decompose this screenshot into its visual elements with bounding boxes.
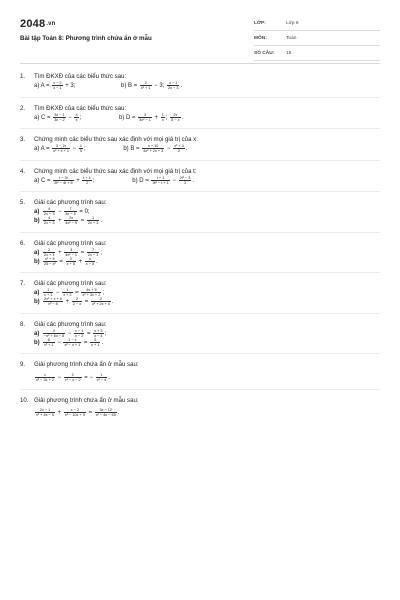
meta-value: Toán xyxy=(286,35,297,41)
fraction: $\frac{1}{\text{x² − 4}}$ xyxy=(96,373,107,382)
part-label: a) xyxy=(34,290,40,297)
question-item xyxy=(20,360,380,382)
divider xyxy=(20,191,380,192)
fraction: $\frac{x - 1}{x - 2}$ xyxy=(75,328,84,338)
question-item xyxy=(20,135,380,153)
part-label: a) C = xyxy=(34,114,53,121)
fraction: $\frac{2x}{\text{4x² − 9}}$ xyxy=(65,216,78,225)
fraction: $\frac{3 - 7x}{\text{x² + x + 1}}$ xyxy=(53,144,70,153)
fraction: $\frac{3}{x + 5}$ xyxy=(66,256,75,266)
formula-line: a) C = $\frac{t - 3t}{\text{2t² − 4t + 5}}$ + $\frac{t + 1}{2}$ ; b) D = $\frac{t + 1}{\text{3t² − t + 1}}$ − $\frac{\text{2t² − 3}}{3}$ . xyxy=(34,175,195,185)
logo-main: 2048 xyxy=(20,18,46,30)
part-label: a) xyxy=(34,209,40,216)
fraction: $\frac{4}{2x - 3}$ xyxy=(44,207,55,216)
fraction: $\frac{4}{x}$ xyxy=(75,112,78,122)
document-title: Bài tập Toán 8: Phương trình chứa ẩn ở mẫu xyxy=(20,35,152,42)
formula-line: a) A = $\frac{x - 2}{x - 1}$ + 3; b) B = $\frac{2}{\text{x² + 1}}$ − 3; $\frac{x - 1}{2x - 3}$ . xyxy=(34,81,183,90)
meta-label: MÔN: xyxy=(254,35,267,41)
divider xyxy=(20,389,380,390)
question-number: 10. xyxy=(20,396,29,404)
question-number: 3. xyxy=(20,136,26,143)
fraction: $\frac{x + 3}{x - 4}$ xyxy=(94,328,103,338)
question-number: 7. xyxy=(20,280,26,287)
fraction: $\frac{6}{\text{x³ + 1}}$ xyxy=(44,337,54,347)
question-list xyxy=(20,72,380,600)
formula-line: $\frac{1}{\text{x² − 3x + 2}}$ − $\frac{2}{\text{x² − x − 2}}$ = − $\frac{1}{\text{x² − 4}}$ . xyxy=(36,373,110,382)
meta-value: 15 xyxy=(286,50,292,56)
formula-line: a) $\frac{2}{\text{−x² + 6x − 8}}$ − $\frac{x - 1}{x - 2}$ = $\frac{x + 3}{x - 4}$ ; xyxy=(34,328,107,338)
fraction: $\frac{x - 1}{2x - 3}$ xyxy=(168,81,179,90)
logo-suffix: .vn xyxy=(46,21,56,28)
fraction: $\frac{\text{2t² − 3}}{3}$ xyxy=(179,175,191,185)
question-item xyxy=(20,104,380,122)
part-label: a) xyxy=(34,249,40,256)
question-item xyxy=(20,167,380,185)
formula-line: a) $\frac{1}{x + 1}$ − $\frac{1}{x + 2}$ = $\frac{4x + 5}{\text{x² + 3x + 2}}$ ; xyxy=(34,288,104,297)
formula-line: a) $\frac{4}{2x - 3}$ − $\frac{7}{3x - 5}$ = 0; xyxy=(34,207,90,216)
formula-line: a) $\frac{2}{2x + 1}$ + $\frac{3}{\text{4x² − 1}}$ = $\frac{7}{2x - 1}$ ; xyxy=(34,247,102,257)
fraction: $\frac{2}{\text{x² + 2x + 4}}$ xyxy=(91,297,110,306)
question-text: Chứng minh các biểu thức sau xác định với mọi giá trị của t: xyxy=(34,167,197,175)
meta-value: Lớp 8 xyxy=(286,20,299,26)
part-label: a) xyxy=(34,330,40,337)
formula-line: a) A = $\frac{3 - 7x}{\text{x² + x + 1}}$ − $\frac{1}{5}$ ; b) B = $\frac{x + 10}{\text{4x² + 2x + 3}}$ − $\frac{\text{x² + 4}}{2}$ . xyxy=(34,144,188,153)
fraction: $\frac{t + 1}{2}$ xyxy=(83,175,91,185)
question-number: 9. xyxy=(20,361,26,368)
formula-line: $\frac{2x - 1}{\text{x² + 4x − 5}}$ + $\frac{x - 2}{\text{x² − 10x + 9}}$ = $\frac{3x - 12}{\text{x² − 4x − 45}}$ . xyxy=(36,407,120,417)
fraction: $\frac{\text{2x² + x + 6}}{\text{x³ − 8}}$ xyxy=(44,297,62,306)
fraction: $\frac{2x}{5 - x}$ xyxy=(171,112,180,122)
meta-label: SỐ CÂU: xyxy=(254,50,275,56)
part-label: b) B = xyxy=(123,146,142,153)
fraction: $\frac{3}{\text{4x² − 1}}$ xyxy=(65,247,78,257)
question-number: 1. xyxy=(20,73,26,80)
question-text: Giải các phương trình sau: xyxy=(34,239,107,247)
formula-line: a) C = $\frac{3x - 1}{3x - 2}$ − $\frac{4}{x}$ ; b) D = $\frac{3}{\text{3x² − 1}}$ + $\frac{1}{x}$ ; $\frac{2x}{5 - x}$ . xyxy=(34,112,184,122)
fraction: $\frac{1}{5}$ xyxy=(79,144,82,153)
fraction: $\frac{\text{x² + 4}}{2}$ xyxy=(174,144,184,153)
fraction: $\frac{1}{\text{x² − 3x + 2}}$ xyxy=(36,373,54,382)
question-item xyxy=(20,279,380,306)
question-number: 2. xyxy=(20,104,26,112)
part-label: b) B = xyxy=(121,83,139,90)
part-label: b) xyxy=(34,258,40,265)
formula-line: b) $\frac{\text{x² + 5}}{\text{25 − x²}}$ = $\frac{3}{x + 5}$ + $\frac{x}{x - 5}$ . xyxy=(34,256,98,266)
part-label: b) D = xyxy=(118,114,138,121)
question-item xyxy=(20,239,380,266)
question-number: 5. xyxy=(20,199,26,206)
meta-row-class xyxy=(254,16,380,31)
fraction: $\frac{7}{2x - 1}$ xyxy=(87,247,99,257)
meta-row-count xyxy=(254,46,380,61)
fraction: $\frac{x}{x - 5}$ xyxy=(85,256,95,266)
formula-line: b) $\frac{6}{\text{x³ + 1}}$ − $\frac{1 - x}{\text{x² − x + 1}}$ = $\frac{5}{x + 1}$ . xyxy=(34,337,104,347)
fraction: $\frac{7}{3x - 5}$ xyxy=(65,207,76,216)
divider xyxy=(20,353,380,354)
question-number: 8. xyxy=(20,320,26,328)
question-number: 4. xyxy=(20,167,26,175)
part-label: a) C = xyxy=(34,177,53,184)
header-divider xyxy=(20,63,380,64)
fraction: $\frac{2}{\text{−x² + 6x − 8}}$ xyxy=(44,328,65,338)
fraction: $\frac{3}{\text{3x² − 1}}$ xyxy=(139,112,151,122)
question-item xyxy=(20,396,380,417)
divider xyxy=(20,272,380,273)
fraction: $\frac{1 - x}{\text{x² − x + 1}}$ xyxy=(64,337,81,347)
meta-row-subject xyxy=(254,31,380,46)
fraction: $\frac{x - 2}{\text{x² − 10x + 9}}$ xyxy=(64,407,85,417)
fraction: $\frac{3x - 12}{\text{x² − 4x − 45}}$ xyxy=(95,407,116,417)
fraction: $\frac{\text{x² + 5}}{\text{25 − x²}}$ xyxy=(44,256,56,266)
fraction: $\frac{4}{2x - 3}$ xyxy=(44,216,55,225)
part-label: b) xyxy=(34,218,40,225)
part-label: b) xyxy=(34,339,40,346)
fraction: $\frac{1}{x}$ xyxy=(161,112,164,122)
fraction: $\frac{2}{2x + 1}$ xyxy=(44,247,55,257)
fraction: $\frac{2}{\text{x² − x − 2}}$ xyxy=(64,373,81,382)
fraction: $\frac{1}{x + 1}$ xyxy=(44,288,53,297)
fraction: $\frac{t + 1}{\text{3t² − t + 1}}$ xyxy=(152,175,169,185)
part-label: b) D = xyxy=(132,177,151,184)
fraction: $\frac{1}{x + 2}$ xyxy=(63,288,72,297)
question-item xyxy=(20,72,380,90)
question-item xyxy=(20,198,380,225)
part-label: a) A = xyxy=(34,146,52,153)
fraction: $\frac{4x + 5}{\text{x² + 3x + 2}}$ xyxy=(82,288,101,297)
formula-line: b) $\frac{4}{2x - 3}$ + $\frac{2x}{\text{4x² − 9}}$ = $\frac{1}{2x + 3}$ . xyxy=(34,216,102,225)
question-number: 6. xyxy=(20,239,26,247)
meta-table xyxy=(254,16,380,61)
question-text: Chứng minh các biểu thức sau xác định với mọi giá trị của x: xyxy=(34,136,198,143)
question-text: Giải các phương trình sau: xyxy=(34,280,107,287)
fraction: $\frac{3x - 1}{3x - 2}$ xyxy=(54,112,65,122)
fraction: $\frac{5}{x + 1}$ xyxy=(91,337,100,347)
logo xyxy=(20,18,56,30)
question-item xyxy=(20,320,380,347)
part-label: a) A = xyxy=(34,83,52,90)
fraction: $\frac{2}{\text{x² + 1}}$ xyxy=(140,81,151,90)
divider xyxy=(20,313,380,314)
fraction: $\frac{2x - 1}{\text{x² + 4x − 5}}$ xyxy=(36,407,54,417)
question-text: Giải các phương trình sau: xyxy=(34,320,107,328)
part-label: b) xyxy=(34,299,40,306)
formula-line: b) $\frac{\text{2x² + x + 6}}{\text{x³ − 8}}$ + $\frac{2}{2 - x}$ = $\frac{2}{\text{x² + 2x + 4}}$ . xyxy=(34,297,114,306)
question-text: Giải phương trình chứa ẩn ở mẫu sau: xyxy=(34,361,139,368)
meta-label: LỚP: xyxy=(254,20,266,26)
question-text: Tìm ĐKXĐ của các biểu thức sau: xyxy=(34,104,127,112)
divider xyxy=(20,97,380,98)
fraction: $\frac{x + 10}{\text{4x² + 2x + 3}}$ xyxy=(143,144,164,153)
fraction: $\frac{x - 2}{x - 1}$ xyxy=(53,81,62,90)
divider xyxy=(20,160,380,161)
question-text: Tìm ĐKXĐ của các biểu thức sau: xyxy=(34,73,127,80)
question-text: Giải phương trình chứa ẩn ở mẫu sau: xyxy=(34,396,139,404)
question-text: Giải các phương trình sau: xyxy=(34,199,107,206)
fraction: $\frac{2}{2 - x}$ xyxy=(72,297,82,306)
divider xyxy=(20,232,380,233)
divider xyxy=(20,128,380,129)
fraction: $\frac{1}{2x + 3}$ xyxy=(87,216,99,225)
fraction: $\frac{t - 3t}{\text{2t² − 4t + 5}}$ xyxy=(54,175,73,185)
